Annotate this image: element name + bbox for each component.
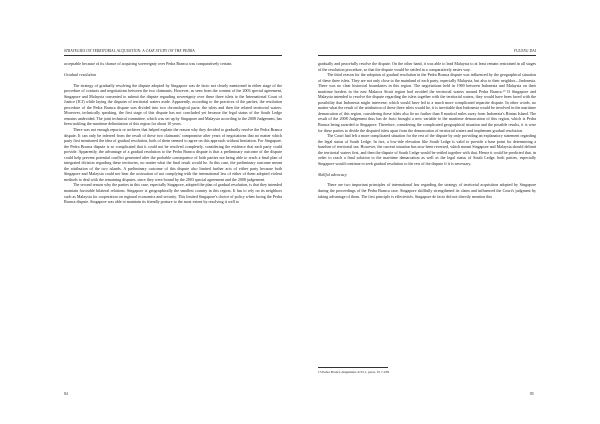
paragraph-text: Singapore and Malaysia intended to resolve the dispute regarding the islets together with the territorial waters, they would have been faced with the possibility that Indonesia might intervene, which would have led to a much more complicated tripartite dispute. In other words, no matter what the result of the attribution of these three islets would be, it is inevitable that Indonesia would be involved in the maritime demarcation of this region, considering these islets also lie no further than 8 nautical miles away from Indonesia's Bintan Island. The result of the 2008 Judgement thus has de facto brought a new variable to the maritime demarcation of this region, which is Pedra Branca being awarded to Singapore. Therefore, considering the complicated geographical situation and the possible results, it is wise for these parties to divide the disputed islets apart from the demarcation of territorial waters and implement gradual resolution.: [318, 88, 536, 133]
paragraph: gradually and peacefully resolve the dispute. On the other hand, it was able to lead Malaysia to at least remain restrained in all stages of the resolution procedure, so that the dispute would be settled in a comparatively easier way.: [318, 61, 536, 72]
paragraph-text: The third reason for the adoption of gradual resolution in the Pedra Branca dispute was influenced by the geographical situation of these three islets. They are not only close to the mainland of each party, especially Malaysia, but also to their neighbor—Indonesia. There was no clear historical boundaries in this region. The negotiations held in 1969 between Indonesia and Malaysia on their maritime borders in the east Malacca Strait region had avoided the territorial waters around Pedra Branca.: [318, 72, 536, 94]
section-heading-gradual-resolution: Gradual resolution: [64, 72, 97, 78]
header-rule-left: [64, 55, 282, 56]
header-rule-right: [318, 55, 536, 56]
section-heading-skillful-advocacy: Skillful advocacy: [318, 171, 347, 177]
paragraph: [318, 72, 536, 133]
footnote-ref[interactable]: 13: [502, 89, 506, 93]
paragraph: There was not enough reports or archives that helped explain the reason why they decided to gradually resolve the Pedra Branca dispute. It can only be inferred from the result of these two claimants' compromise after years of negotiations that no matter which party first mentioned the idea of gradual resolution, both of them seemed to agree on this approach without hesitation. For Singapore, the Pedra Branca dispute is so complicated that it could not be resolved completely, considering the evidence that each party could provide. Apparently, the advantage of a gradual resolution to the Pedra Branca dispute is that a preliminary outcome of the dispute could help prevent potential conflict generated after the probable consequence of both parties not being able to reach a final plan of integrated division regarding these territories, no matter what the final result would be. In this case, the preliminary outcome meant the attribution of the two islands. A preliminary outcome of this dispute also limited further acts of either party because both Singapore and Malaysia could not bear the accusation of not complying with the international law of either of them adopted violent methods to deal with the remaining disputes, since they were bound by the 2003 special agreement and the 2008 judgement.: [64, 126, 282, 182]
footnote-rule: [318, 367, 388, 368]
running-header-right: YULONG DAI: [513, 49, 536, 53]
paragraph-text: If: [507, 88, 510, 94]
paragraph: The Court had left a more complicated situation for the rest of the dispute by only providing an explanatory statement regarding the legal status of South Ledge. In fact, a low-tide elevation like South Ledge is valid to provide a base point for determining a baseline of territorial sea. However, the current situation has now been reversed, which meant Singapore and Malaysia should delimit the territorial waters first, and then the dispute of South Ledge would be settled together with that. Hence it could be predicted that, in order to reach a final solution to the maritime demarcation as well as the legal status of South Ledge, both parties, especially Singapore would continue to seek gradual resolution to the rest of the dispute if it is necessary.: [318, 133, 536, 166]
left-body-text: [64, 61, 282, 205]
page-number-right: 85: [530, 392, 534, 396]
right-page: [300, 0, 600, 424]
running-header-left: STRATEGIES ON TERRITORIAL ACQUISITION: A CASE STUDY ON THE PEDRA: [64, 49, 195, 53]
page-number-left: 84: [64, 392, 68, 396]
paragraph: The second reason why the parties in this case, especially Singapore, adopted the plan of gradual resolution, is that they intended maintain favorable bilateral relations. Singapore is geographically the smallest country in this region. It has to rely on its neighbors such as Malaysia for cooperation on regional economics and security. This limited Singapore's choice of policy when facing the Pedra Branca dispute. Singapore was able to maintain its friendly posture to the most extent by resolving it well to: [64, 182, 282, 205]
paragraph: acceptable because of its chance of acquiring sovereignty over Pedra Branca was comparatively certain.: [64, 61, 233, 66]
footnote: 13 Pedra Branca Judgement, 9/3/11, paras. 25 7-238.: [318, 370, 390, 374]
paragraph: The strategy of gradually resolving the dispute adopted by Singapore was de facto not clearly mentioned in either stage of the procedure of contacts and negotiations between the two claimants. However, as seen from the content of the 2003 special agreement, Singapore and Malaysia consented to submit the dispute regarding sovereignty over these three islets to the International Court of Justice (ICJ) while laying the disputes of territorial waters aside. Apparently, according to the practices of the parties, the resolution procedure of the Pedra Branca dispute was divided into two chronological parts: the islets and then the related territorial waters. Moreover, technically speaking, the first stage of this dispute has not concluded yet because the legal status of the South Ledge remains undecided. The joint technical committee, which was set up by Singapore and Malaysia according to the 2008 Judgement, has been tackling the maritime delimitation of this region for about 10 years.: [64, 82, 282, 127]
paragraph: There are two important principles of international law regarding the strategy of territorial acquisition adopted by Singapore during the proceedings of the Pedra Branca case. Singapore skillfully strengthened its claim and influenced the Court's judgment by taking advantage of them. The first principle is effectivités. Singapore de facto did not directly mention this: [318, 182, 536, 199]
right-body-text: [318, 61, 536, 199]
